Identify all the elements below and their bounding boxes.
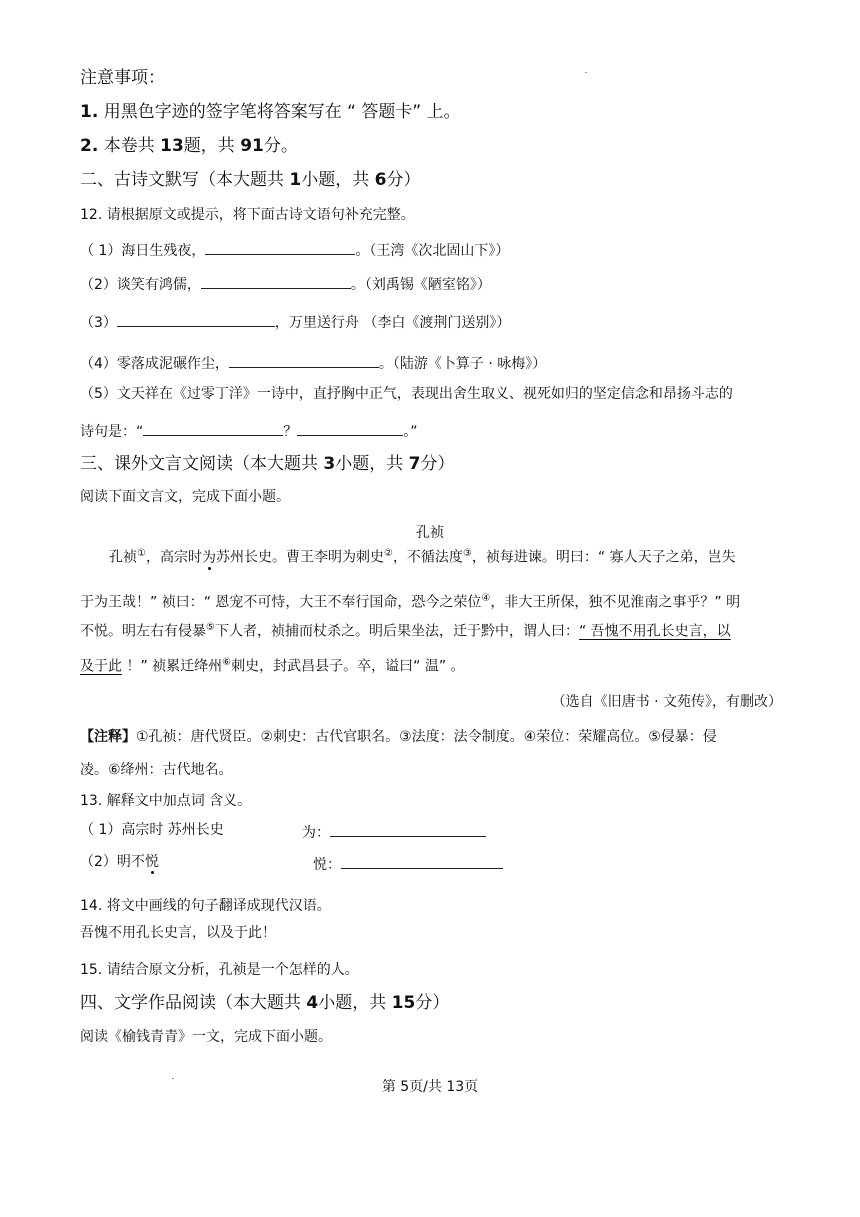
q13-item-1: （ 1）高宗时 苏州长史	[80, 822, 224, 838]
passage-line-3: 不悦。明左右有侵暴⑤下人者，祯捕而杖杀之。明后果坐法，迁于黔中，谓人曰：“ 吾愧不用孔长史言，以	[80, 622, 731, 640]
passage-source: （选自《旧唐书 · 文苑传》，有删改）	[551, 694, 782, 710]
section4-intro: 阅读《榆钱青青》一文，完成下面小题。	[80, 1029, 332, 1045]
q12-line-1: （ 1）海日生残夜， 。（王湾《次北固山下》）	[80, 240, 509, 260]
question-14: 14. 将文中画线的句子翻译成现代汉语。	[80, 898, 331, 914]
q12-line-4: （4）零落成泥碾作尘， 。（陆游《卜算子 · 咏梅》）	[80, 353, 546, 373]
notes-item-2: 2. 本卷共 13题，共 91分。	[80, 136, 298, 156]
section4-heading: 四、文学作品阅读（本大题共 4小题，共 15分）	[80, 993, 450, 1013]
notes-heading: 注意事项：	[80, 68, 165, 88]
answer-blank[interactable]	[229, 353, 379, 368]
answer-blank[interactable]	[201, 274, 351, 289]
q13-answer-2: 悦：	[313, 854, 503, 874]
question-12: 12. 请根据原文或提示，将下面古诗文语句补充完整。	[80, 207, 415, 223]
passage-title: 孔祯	[416, 525, 444, 541]
section2-heading: 二、古诗文默写（本大题共 1小题，共 6分）	[80, 170, 421, 190]
answer-blank[interactable]	[341, 854, 503, 869]
section3-heading: 三、课外文言文阅读（本大题共 3小题，共 7分）	[80, 454, 455, 474]
section3-intro: 阅读下面文言文，完成下面小题。	[80, 489, 290, 505]
answer-blank[interactable]	[117, 312, 275, 327]
annotation-line-1: 【注释】①孔祯：唐代贤臣。②刺史：古代官职名。③法度：法令制度。④荣位：荣耀高位。⑤侵暴：侵	[80, 729, 717, 745]
passage-line-2: 于为王哉！” 祯曰：“ 恩宠不可恃，大王不奉行国命，恐今之荣位④，非大王所保，独不见淮南之事乎？” 明	[80, 593, 741, 611]
answer-blank[interactable]	[205, 240, 355, 255]
notes-item-1: 1. 用黑色字迹的签字笔将答案写在 “ 答题卡” 上。	[80, 102, 461, 122]
q12-line-5b: 诗句是：“ ？ 。”	[80, 421, 418, 441]
passage-line-1: 孔祯①，高宗时为苏州长史。曹王李明为刺史②，不循法度③，祯每进谏。明曰：“ 寡人天子之弟，岂失	[109, 548, 736, 566]
page-footer: 第 5页/共 13页	[381, 1079, 479, 1095]
q12-line-3: （3） ，万里送行舟 （李白《渡荆门送别》）	[80, 312, 510, 332]
question-13: 13. 解释文中加点词 含义。	[80, 793, 252, 809]
passage-line-4: 及于此 ！” 祯累迁绛州⑥刺史，封武昌县子。卒，谥曰“ 温” 。	[80, 657, 465, 675]
underlined-sentence: “ 吾愧不用孔长史言，以	[578, 623, 731, 640]
q12-line-2: （2）谈笑有鸿儒， 。（刘禹锡《陋室铭》）	[80, 274, 491, 294]
question-15: 15. 请结合原文分析，孔祯是一个怎样的人。	[80, 962, 359, 978]
answer-blank[interactable]	[143, 421, 283, 436]
q14-sentence: 吾愧不用孔长史言，以及于此！	[80, 925, 276, 941]
answer-blank[interactable]	[330, 822, 486, 837]
underlined-sentence: 及于此	[80, 658, 122, 675]
q13-answer-1: 为：	[302, 822, 486, 842]
q12-line-5: （5）文天祥在《过零丁洋》一诗中，直抒胸中正气，表现出舍生取义、视死如归的坚定信念和昂扬斗志的	[80, 386, 733, 402]
dotted-word: 悦	[144, 854, 159, 870]
q13-item-2: （2）明不悦	[80, 854, 159, 870]
answer-blank[interactable]	[297, 421, 403, 436]
annotation-line-2: 凌。⑥绛州：古代地名。	[80, 762, 233, 778]
speck-mark	[585, 72, 587, 73]
dotted-word: 为	[201, 549, 216, 566]
